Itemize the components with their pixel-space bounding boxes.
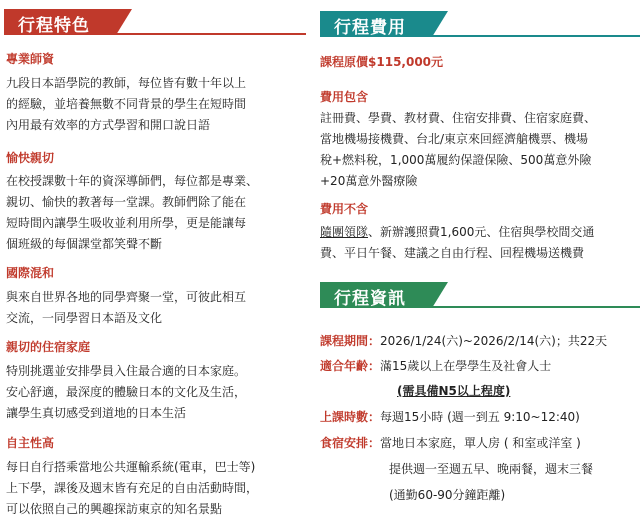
fees-included-title: 費用包含	[320, 90, 369, 104]
features-banner	[4, 9, 304, 35]
hours-row	[320, 408, 580, 425]
age-row	[320, 357, 551, 374]
feature-title-homestay: 親切的住宿家庭	[6, 340, 91, 354]
feature-title-professional: 專業師資	[6, 52, 55, 66]
feature-title-independence: 自主性高	[6, 436, 55, 450]
fees-excluded-body: 、新辦護照費1,600元、住宿與學校間交通 費、平日午餐、建議之自由行程、回程機場送機費	[320, 225, 595, 260]
age-label: 適合年齡：	[320, 359, 381, 373]
period-value: 2026/1/24(六)~2026/2/14(六)；共22天	[380, 334, 608, 348]
fees-included-body: 註冊費、學費、教材費、住宿安排費、住宿家庭費、 當地機場接機費、台北/東京來回經濟艙機票、機場 稅+燃料稅，1,000萬履約保證保險、500萬意外險 +20萬意外醫療險	[320, 111, 597, 188]
tour-leader-link[interactable]: 隨團領隊	[320, 225, 369, 239]
fees-excluded-title: 費用不含	[320, 202, 369, 216]
price-value: $115,000元	[368, 55, 444, 69]
feature-body-friendly: 在校授課數十年的資深導師們，每位都是專業、 親切、愉快的教著每一堂課。教師們除了能在 短時間內讓學生吸收並利用所學，更是能讓每 個班級的每個課堂都笑聲不斷	[6, 174, 259, 251]
stay-commute: (通勤60-90分鐘距離)	[389, 488, 506, 502]
feature-body-international: 與來自世界各地的同學齊聚一堂，可彼此相互 交流，一同學習日本語及文化	[6, 290, 247, 325]
fees-excluded-body-wrap	[320, 222, 642, 264]
price-row	[320, 53, 443, 70]
feature-body-independence: 每日自行搭乘當地公共運輸系統(電車，巴士等) 上下學，課後及週末皆有充足的自由活動時間， 可以依照自己的興趣探訪東京的知名景點	[6, 460, 259, 516]
stay-row	[320, 434, 581, 451]
feature-body-homestay: 特別挑選並安排學員入住最合適的日本家庭。 安心舒適，最深度的體驗日本的文化及生活， 讓學生真切感受到道地的日本生活	[6, 364, 247, 420]
info-banner-title: 行程資訊	[334, 289, 406, 309]
level-note: (需具備N5以上程度)	[397, 384, 511, 398]
info-banner	[320, 282, 640, 308]
period-label: 課程期間：	[320, 334, 381, 348]
stay-meals: 提供週一至週五早、晚兩餐，週末三餐	[389, 462, 594, 476]
period-row	[320, 332, 607, 349]
feature-body-professional: 九段日本語學院的教師，每位皆有數十年以上 的經驗，並培養無數不同背景的學生在短時間 內用最有效率的方式學習和開口說日語	[6, 76, 247, 132]
feature-title-international: 國際混和	[6, 266, 55, 280]
hours-value: 每週15小時 (週一到五 9:10~12:40)	[380, 410, 580, 424]
fees-banner	[320, 11, 640, 37]
stay-label: 食宿安排：	[320, 436, 381, 450]
age-value: 滿15歲以上在學學生及社會人士	[380, 359, 552, 373]
feature-title-friendly: 愉快親切	[6, 151, 55, 165]
fees-banner-title: 行程費用	[334, 18, 406, 38]
features-banner-title: 行程特色	[18, 16, 90, 36]
hours-label: 上課時數：	[320, 410, 381, 424]
price-label: 課程原價	[320, 55, 369, 69]
stay-value: 當地日本家庭，單人房 ( 和室或洋室 )	[380, 436, 581, 450]
